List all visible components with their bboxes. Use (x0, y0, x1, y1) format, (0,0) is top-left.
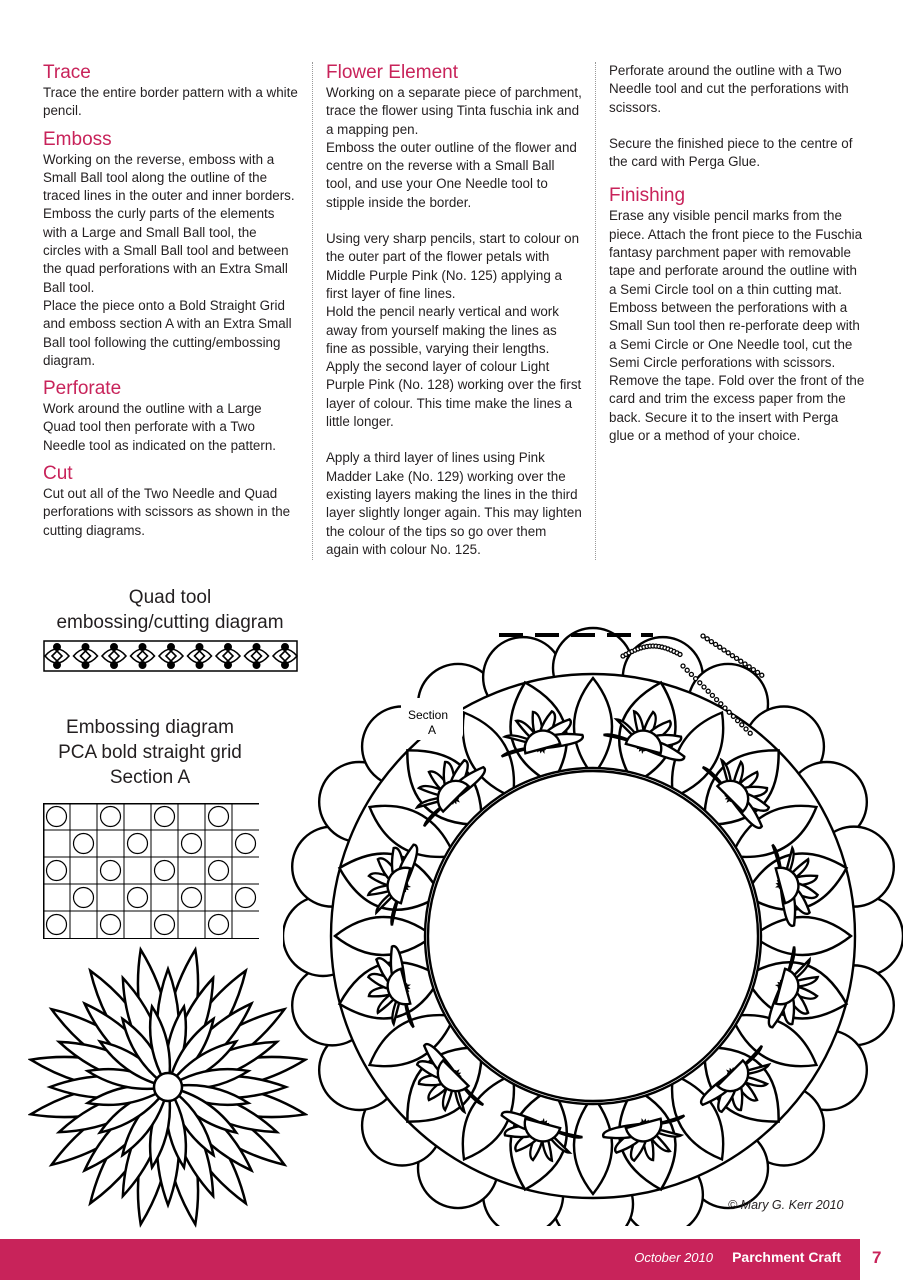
quad-tool-caption (40, 585, 300, 635)
middle-column (326, 62, 582, 559)
flower-paragraph-5: Apply a third layer of lines using Pink Madder Lake (No. 129) working over the existing layers making the lines in the third layer slightly longer again. This may lighten the colour of the tips so go over them again with colour No. 125. (326, 450, 582, 557)
flower-paragraph-3: Using very sharp pencils, start to colour on the outer part of the flower petals with Middle Purple Pink (No. 125) applying a first layer of fine lines. (326, 231, 580, 301)
finishing-paragraph-2: Remove the tape. Fold over the front of the card and trim the excess paper from the back. Secure it to the insert with Perga glue or a method of your choice. (609, 373, 865, 444)
trace-heading: Trace (43, 62, 91, 83)
border-pattern (283, 626, 903, 1226)
section-label-letter: A (427, 723, 437, 737)
page-number-box (860, 1239, 905, 1280)
cut-text: Cut out all of the Two Needle and Quad perforations with scissors as shown in the cutting diagrams. (43, 486, 291, 538)
embossing-diagram-caption (30, 715, 270, 790)
emboss-text: Working on the reverse, emboss with a Small Ball tool along the outline of the traced lines in the outer and inner borders. Emboss the curly parts of the elements with a Large and Small Ball tool, the circles with a Small Ball tool and between the quad perforations with an Extra Small Ball tool. (43, 151, 295, 295)
quad-caption-line-1: Quad tool (128, 587, 212, 608)
quad-caption-line-2: embossing/cutting diagram (56, 612, 284, 633)
footer-bar (0, 1239, 905, 1280)
copyright: © Mary G. Kerr 2010 (728, 1198, 844, 1212)
section-label: Section (407, 708, 449, 722)
emboss-caption-line-3: Section A (109, 767, 191, 788)
perforate-text: Work around the outline with a Large Quad tool then perforate with a Two Needle tool as indicated on the pattern. (43, 401, 277, 453)
finishing-heading: Finishing (609, 185, 686, 207)
flower-element (28, 945, 308, 1230)
column-divider-2 (595, 62, 596, 560)
right-paragraph-2: Secure the finished piece to the centre of the card with Perga Glue. (609, 135, 853, 170)
flower-paragraph-1: Working on a separate piece of parchment, trace the flower using Tinta fuschia ink and a mapping pen. (326, 85, 582, 137)
right-column (609, 62, 865, 445)
left-column (43, 62, 298, 540)
emboss-caption-line-2: PCA bold straight grid (58, 742, 242, 763)
quad-tool-diagram (43, 640, 298, 672)
flower-paragraph-4: Hold the pencil nearly vertical and work away from yourself making the lines as fine as possible, varying their lengths. Apply the second layer of colour Light Purple Pink (No. 128) working over the first layer of colour. This time make the lines a little longer. (326, 304, 582, 430)
right-paragraph-1: Perforate around the outline with a Two Needle tool and cut the perforations with scissors. (609, 63, 849, 115)
perforate-heading: Perforate (43, 378, 122, 400)
column-divider-1 (312, 62, 313, 560)
embossing-grid (43, 803, 259, 939)
flower-paragraph-2: Emboss the outer outline of the flower and centre on the reverse with a Small Ball tool, and use your One Needle tool to stipple inside the border. (326, 139, 577, 210)
footer-magazine: Parchment Craft (732, 1249, 841, 1265)
footer-date: October 2010 (634, 1250, 713, 1265)
trace-text: Trace the entire border pattern with a white pencil. (43, 85, 298, 119)
emboss-text-2: Place the piece onto a Bold Straight Grid and emboss section A with an Extra Small Ball tool following the cutting/embossing diagram. (43, 297, 292, 368)
finishing-paragraph-1: Erase any visible pencil marks from the piece. Attach the front piece to the Fuschia fantasy parchment paper with removable tape and perforate around the outline with a Semi Circle tool on a thin cutting mat. Emboss between the perforations with a Small Sun tool then re-perforate deep with a Semi Circle or One Needle tool, cut the Semi Circle perforations with scissors. (609, 208, 863, 370)
emboss-caption-line-1: Embossing diagram (66, 717, 234, 738)
flower-heading: Flower Element (326, 62, 458, 83)
page-number: 7 (872, 1248, 882, 1267)
cut-heading: Cut (43, 463, 73, 485)
emboss-heading: Emboss (43, 128, 112, 150)
